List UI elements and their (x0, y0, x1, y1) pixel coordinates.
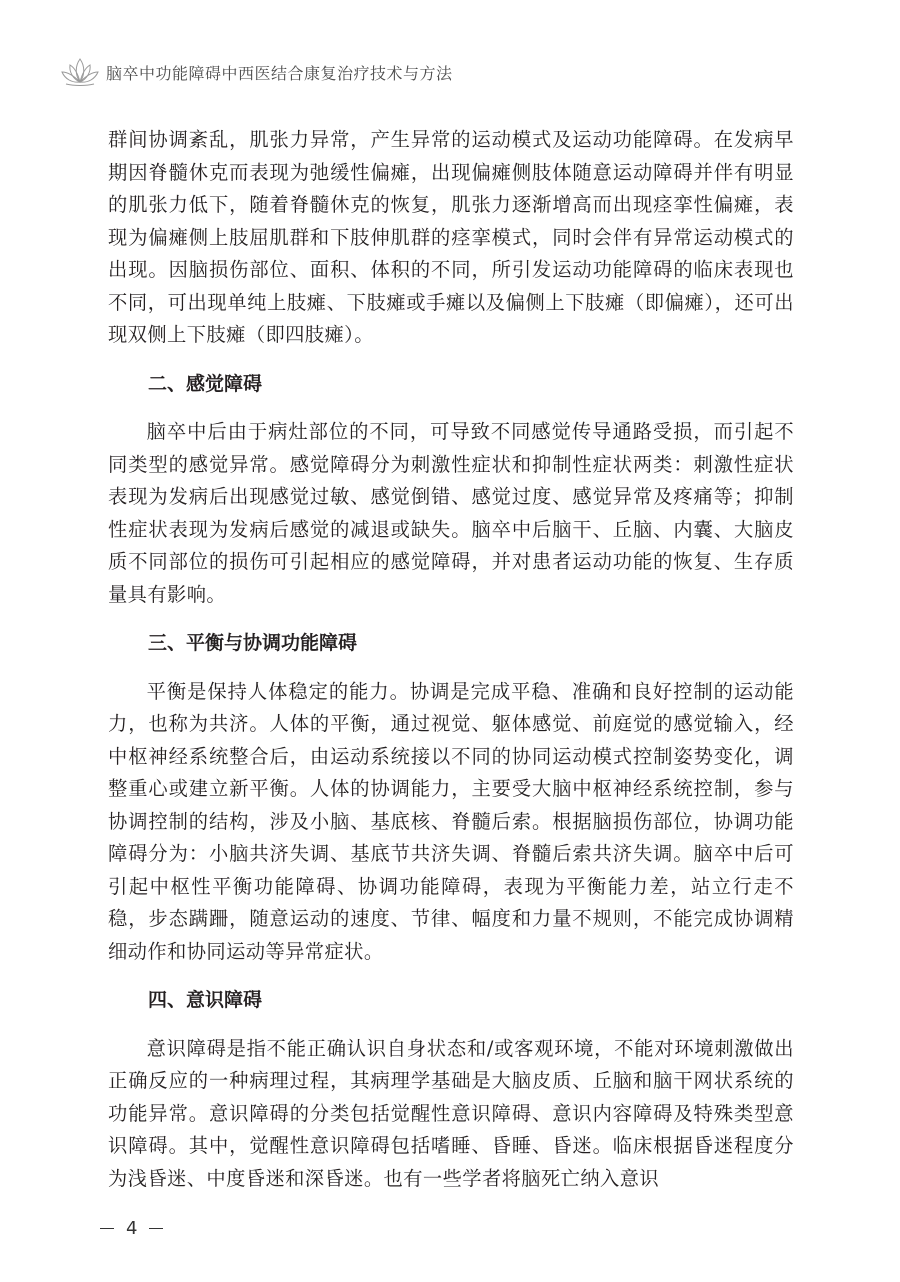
page-body (108, 124, 794, 1195)
running-head-title: 脑卒中功能障碍中西医结合康复治疗技术与方法 (106, 63, 453, 83)
page-number-value: 4 (126, 1218, 138, 1239)
folio-dash-right (149, 1228, 163, 1229)
body-paragraph: 群间协调紊乱，肌张力异常，产生异常的运动模式及运动功能障碍。在发病早期因脊髓休克而表现为弛缓性偏瘫，出现偏瘫侧肢体随意运动障碍并伴有明显的肌张力低下，随着脊髓休克的恢复，肌张力逐渐增高而出现痉挛性偏瘫，表现为偏瘫侧上肢屈肌群和下肢伸肌群的痉挛模式，同时会伴有异常运动模式的出现。因脑损伤部位、面积、体积的不同，所引发运动功能障碍的临床表现也不同，可出现单纯上肢瘫、下肢瘫或手瘫以及偏侧上下肢瘫（即偏瘫），还可出现双侧上下肢瘫（即四肢瘫）。 (108, 128, 794, 346)
body-paragraph: 脑卒中后由于病灶部位的不同，可导致不同感觉传导通路受损，而引起不同类型的感觉异常。感觉障碍分为刺激性症状和抑制性症状两类：刺激性症状表现为发病后出现感觉过敏、感觉倒错、感觉过度、感觉异常及疼痛等；抑制性症状表现为发病后感觉的减退或缺失。脑卒中后脑干、丘脑、内囊、大脑皮质不同部位的损伤可引起相应的感觉障碍，并对患者运动功能的恢复、生存质量具有影响。 (108, 420, 794, 606)
page-number (100, 1218, 163, 1239)
section-heading-balance: 三、平衡与协调功能障碍 (148, 632, 358, 654)
section-heading-sensory: 二、感觉障碍 (148, 372, 263, 395)
section-heading-consciousness: 四、意识障碍 (148, 989, 263, 1011)
body-paragraph: 平衡是保持人体稳定的能力。协调是完成平稳、准确和良好控制的运动能力，也称为共济。人体的平衡，通过视觉、躯体感觉、前庭觉的感觉输入，经中枢神经系统整合后，由运动系统接以不同的协同运动模式控制姿势变化，调整重心或建立新平衡。人体的协调能力，主要受大脑中枢神经系统控制，参与协调控制的结构，涉及小脑、基底核、脊髓后索。根据脑损伤部位，协调功能障碍分为：小脑共济失调、基底节共济失调、脊髓后索共济失调。脑卒中后可引起中枢性平衡功能障碍、协调功能障碍，表现为平衡能力差，站立行走不稳，步态蹒跚，随意运动的速度、节律、幅度和力量不规则，不能完成协调精细动作和协同运动等异常症状。 (108, 679, 794, 963)
body-paragraph: 意识障碍是指不能正确认识自身状态和/或客观环境，不能对环境刺激做出正确反应的一种病理过程，其病理学基础是大脑皮质、丘脑和脑干网状系统的功能异常。意识障碍的分类包括觉醒性意识障碍、意识内容障碍及特殊类型意识障碍。其中，觉醒性意识障碍包括嗜睡、昏睡、昏迷。临床根据昏迷程度分为浅昏迷、中度昏迷和深昏迷。也有一些学者将脑死亡纳入意识 (108, 1036, 794, 1190)
running-head (58, 52, 453, 92)
folio-dash-left (100, 1228, 114, 1229)
lotus-icon (58, 55, 102, 89)
